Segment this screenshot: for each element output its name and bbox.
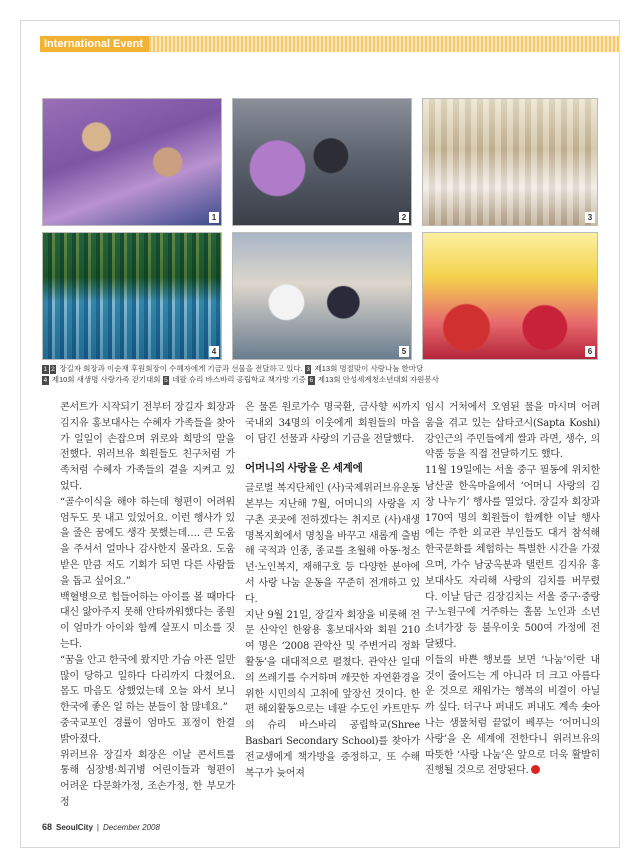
photo-number: 1	[209, 212, 219, 223]
subheading: 어머니의 사랑을 온 세계에	[245, 462, 363, 475]
article-column-3	[425, 400, 600, 779]
photo-3	[422, 98, 598, 226]
photo-4	[42, 232, 222, 360]
issue-date: December 2008	[103, 823, 160, 832]
article-column-1	[60, 400, 235, 811]
paragraph: 백혈병으로 힘들어하는 아이를 볼 때마다 대신 앓아주지 못해 안타까워했다는 종원이 엄마가 아이와 함께 살포시 미소를 짓는다.	[60, 591, 235, 650]
caption-text: 장길자 회장과 이순재 후원회장이 수혜자에게 기금과 선물을 전달하고 있다.	[59, 364, 303, 373]
quote-paragraph: “꿈을 안고 한국에 왔지만 가슴 아픈 일만 많이 당하고 일하다 다리까지 다쳤어요. 몸도 마음도 상했었는데 오늘 와서 보니 한국에 좋은 일 하는 분들이 참 많네요.”	[60, 654, 235, 714]
caption-number: 3	[306, 366, 310, 373]
paragraph-final	[425, 653, 600, 779]
caption-number: 6	[309, 377, 314, 384]
caption-text: 제10회 새생명 사랑가족 걷기대회	[51, 375, 161, 384]
photo-6	[422, 232, 598, 360]
photo-caption-line-1	[42, 363, 423, 374]
paragraph: 글로벌 복지단체인 (사)국제위러브유운동본부는 지난해 7월, 어머니의 사랑을 지구촌 곳곳에 전하겠다는 취지로 (사)새생명복지회에서 명칭을 바꾸고 새롭게 출범해 국적과 인종, 종교를 초월해 아동·청소년·노인복지, 재해구호 등 다양한 분야에서 사랑 나눔 운동을 꾸준히 전개하고 있다.	[245, 483, 420, 605]
paragraph-text: 이들의 바쁜 행보를 보면 ‘나눔’이란 내 것이 줄어드는 게 아니라 더 크고 아름다운 것으로 채워가는 행복의 비결이 아닐까 싶다. 더구나 퍼내도 퍼내도 계속 솟아나는 샘물처럼 끝없이 베푸는 ‘어머니의 사랑’을 온 세계에 전한다니 위러브유의 따뜻한 ‘사랑 나눔’은 앞으로 더욱 활발히 진행될 것으로 전망된다.	[425, 654, 600, 777]
caption-text: 제13회 안성세계청소년대회 자원봉사	[317, 375, 439, 384]
caption-text: 제13회 명절맞이 사랑나눔 한마당	[314, 364, 424, 373]
photo-number: 2	[399, 212, 409, 223]
magazine-name: SeoulCity	[56, 823, 93, 832]
section-stripe	[149, 36, 620, 52]
photo-number: 3	[585, 212, 595, 223]
page-number: 68	[42, 822, 53, 832]
quote-paragraph: “골수이식을 해야 하는데 형편이 어려워 엄두도 못 내고 있었어요. 이런 행사가 있을 줄은 꿈에도 생각 못했는데…. 큰 도움을 주셔서 얼마나 감사한지 몰라요. 도움받은 만큼 저도 기회가 되면 다른 사람들을 돕고 싶어요.”	[60, 496, 235, 587]
paragraph: 임시 거처에서 오염된 물을 마시며 어려움을 겪고 있는 삽타코시(Sapta Koshi) 강인근의 주민들에게 쌀과 라면, 생수, 의약품 등을 직접 전달하기도 했다.	[425, 402, 600, 461]
photo-number: 4	[209, 346, 219, 357]
photo-2	[232, 98, 412, 226]
paragraph: 콘서트가 시작되기 전부터 장길자 회장과 김지유 홍보대사는 수혜자 가족들을 찾아가 일일이 손잡으며 위로와 희망의 말을 전했다. 위러브유 회원들도 친구처럼 가족처럼 수혜자 가족들의 곁을 지켜고 있었다.	[60, 402, 235, 492]
caption-number: 2	[51, 366, 55, 373]
photo-caption-line-2	[42, 374, 439, 385]
caption-number: 5	[164, 377, 168, 384]
paragraph: 은 물론 원로가수 명국환, 금사향 씨까지 국내외 34명의 이웃에게 회원들의 마음이 담긴 선물과 사랑의 기금을 전달했다.	[245, 402, 420, 445]
paragraph: 중국교포인 경률이 엄마도 표정이 한결 밝아졌다.	[60, 717, 235, 745]
caption-text: 네팔 슈리 바스바리 공립학교 책가방 기증	[172, 375, 306, 384]
section-label: International Event	[40, 36, 149, 52]
photo-number: 6	[585, 346, 595, 357]
section-header	[40, 36, 620, 52]
photo-1	[42, 98, 222, 226]
page-footer	[42, 822, 160, 832]
paragraph: 11월 19일에는 서울 중구 필동에 위치한 남산골 한옥마을에서 ‘어머니 사랑의 김장 나누기’ 행사를 열었다. 장길자 회장과 170여 명의 회원들이 함께한 이날 행사에는 주한 외교관 부인들도 대거 참석해 한국문화를 체험하는 특별한 시간을 가졌으며, 가수 남궁옥분과 탤런트 김지유 홍보대사도 자리해 사랑의 김치를 버무렸다. 이날 담근 김장김치는 서울 중구·중랑구·노원구에 거주하는 홀몸 노인과 소년소녀가장 등 불우이웃 500여 가정에 전달됐다.	[425, 465, 600, 650]
footer-divider: |	[96, 823, 99, 832]
end-mark-icon	[531, 765, 540, 774]
caption-number: 1	[43, 366, 48, 373]
paragraph: 지난 9월 21일, 장길자 회장을 비롯해 전문 산악인 한왕용 홍보대사와 회원 210여 명은 ‘2008 관악산 및 주변거리 정화활동’을 대대적으로 펼쳤다. 관악산 일대의 쓰레기를 수거하며 깨끗한 자연환경을 위한 시민의식 고취에 앞장선 것이다. 한편 해외활동으로는 네팔 수도인 카트만두의 슈리 바스바리 공립학교(Shree Basbari Secondary School)를 찾아가 전교생에게 책가방을 증정하고, 또 수해 복구가 늦어져	[245, 609, 420, 779]
photo-5	[232, 232, 412, 360]
article-column-2	[245, 400, 420, 781]
caption-number: 4	[43, 377, 48, 384]
paragraph: 위러브유 장길자 회장은 이날 콘서트를 통해 심장병·희귀병 어린이들과 형편이 어려운 다문화가정, 조손가정, 한 부모가정	[60, 749, 235, 808]
photo-number: 5	[399, 346, 409, 357]
